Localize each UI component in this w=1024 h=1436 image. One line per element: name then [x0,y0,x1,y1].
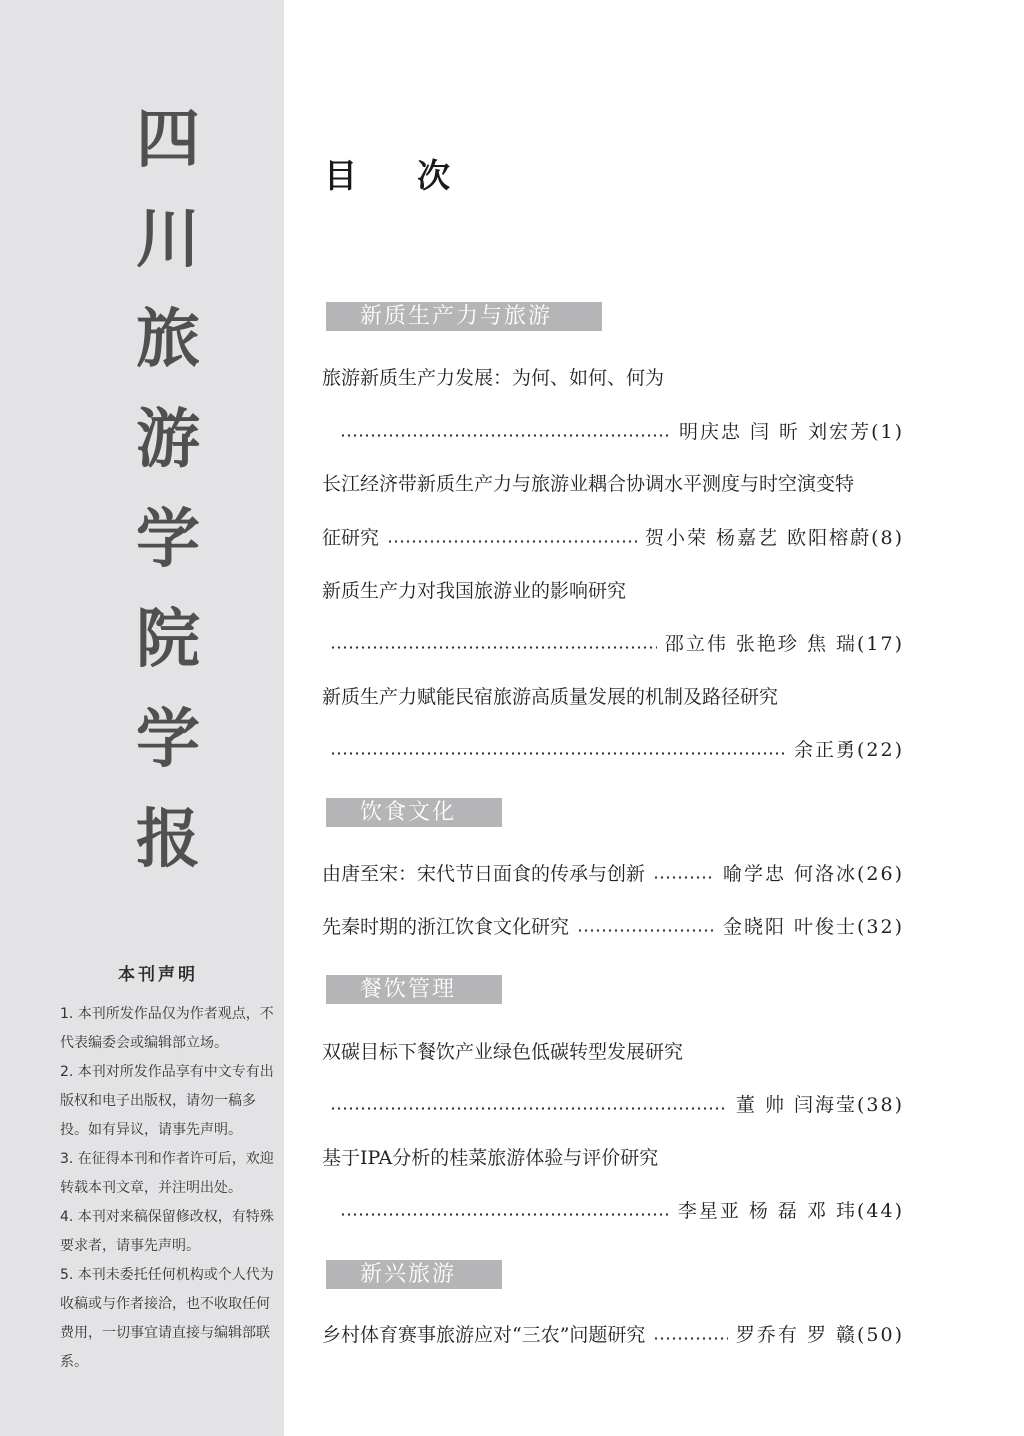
toc-entry-title: 由唐至宋：宋代节日面食的传承与创新 [322,863,646,885]
notice-list [60,1000,274,1377]
toc-entry-authors: 金晓阳 叶俊士(32) [722,916,904,938]
leader-dots [577,929,715,932]
toc-entry[interactable] [322,1144,904,1172]
section-header: 餐饮管理 [326,975,502,1004]
toc-entry-authors: 余正勇(22) [793,739,904,761]
toc-entry-authors-line[interactable] [322,736,904,764]
section-header: 饮食文化 [326,798,502,827]
toc-entry-title: 旅游新质生产力发展：为何、如何、何为 [322,367,665,389]
journal-title-char: 院 [136,603,200,677]
journal-title-char: 学 [136,703,200,777]
leader-dots [653,1337,727,1340]
toc-entry-title: 双碳目标下餐饮产业绿色低碳转型发展研究 [322,1041,684,1063]
notice-item: 4. 本刊对来稿保留修改权，有特殊要求者，请事先声明。 [60,1209,274,1254]
journal-title-char: 四 [136,103,200,177]
toc-entry-title: 征研究 [322,527,380,549]
notice-heading: 本刊声明 [118,965,198,985]
toc-entry-authors-line[interactable] [322,418,904,446]
toc-entry-authors: 李星亚 杨 磊 邓 玮(44) [677,1200,904,1222]
journal-title-char: 旅 [136,303,200,377]
toc-entry-title: 基于IPA分析的桂菜旅游体验与评价研究 [322,1147,659,1169]
notice-item: 2. 本刊对所发作品享有中文专有出版权和电子出版权，请勿一稿多投。如有异议，请事先声明。 [60,1064,274,1138]
leader-dots [340,434,671,437]
toc-entry-authors-line[interactable] [322,630,904,658]
toc-entry[interactable] [322,683,904,711]
toc-entry-authors-line[interactable] [322,1197,904,1225]
toc-entry-authors: 喻学忠 何洛冰(26) [722,863,904,885]
leader-dots [340,1213,670,1216]
leader-dots [387,540,637,543]
toc-title [324,150,450,197]
toc-title-char: 目 [324,156,357,195]
toc-entry[interactable] [322,577,904,605]
toc-entry[interactable] [322,913,904,941]
journal-title [0,0,284,900]
notice-item: 5. 本刊未委托任何机构或个人代为收稿或与作者接洽，也不收取任何费用，一切事宜请直接与编辑部联系。 [60,1267,274,1370]
journal-title-char: 学 [136,503,200,577]
toc-entry-title: 先秦时期的浙江饮食文化研究 [322,916,570,938]
section-header: 新兴旅游 [326,1260,502,1289]
journal-title-char: 报 [136,803,200,877]
toc-entry-authors: 董 帅 闫海莹(38) [735,1094,904,1116]
toc-entry-authors: 贺小荣 杨嘉艺 欧阳榕蔚(8) [645,527,904,549]
toc-entry[interactable] [322,1038,904,1066]
toc-entry-title: 新质生产力赋能民宿旅游高质量发展的机制及路径研究 [322,686,779,708]
toc-entry-title: 乡村体育赛事旅游应对“三农”问题研究 [322,1324,646,1346]
toc-entry[interactable] [322,364,904,392]
toc-entry-title: 长江经济带新质生产力与旅游业耦合协调水平测度与时空演变特 [322,473,855,495]
toc-entry[interactable] [322,860,904,888]
toc-entry-authors: 邵立伟 张艳珍 焦 瑞(17) [664,633,904,655]
leader-dots [330,1107,728,1110]
leader-dots [653,876,715,879]
sidebar [0,0,284,1436]
section-header: 新质生产力与旅游 [326,302,602,331]
journal-title-char: 游 [136,403,200,477]
toc-entry-authors: 明庆忠 闫 昕 刘宏芳(1) [678,421,904,443]
journal-title-char: 川 [136,203,200,277]
toc-entry[interactable] [322,470,904,498]
toc-entry-authors-line[interactable] [322,1091,904,1119]
leader-dots [330,752,786,755]
toc-entry-authors: 罗乔有 罗 赣(50) [735,1324,904,1346]
leader-dots [330,646,657,649]
toc-entry-authors-line[interactable] [322,524,904,552]
toc-entry[interactable] [322,1321,904,1349]
toc-title-char: 次 [417,156,450,195]
toc-entry-title: 新质生产力对我国旅游业的影响研究 [322,580,627,602]
notice-item: 3. 在征得本刊和作者许可后，欢迎转载本刊文章，并注明出处。 [60,1151,274,1196]
notice-item: 1. 本刊所发作品仅为作者观点，不代表编委会或编辑部立场。 [60,1006,274,1051]
